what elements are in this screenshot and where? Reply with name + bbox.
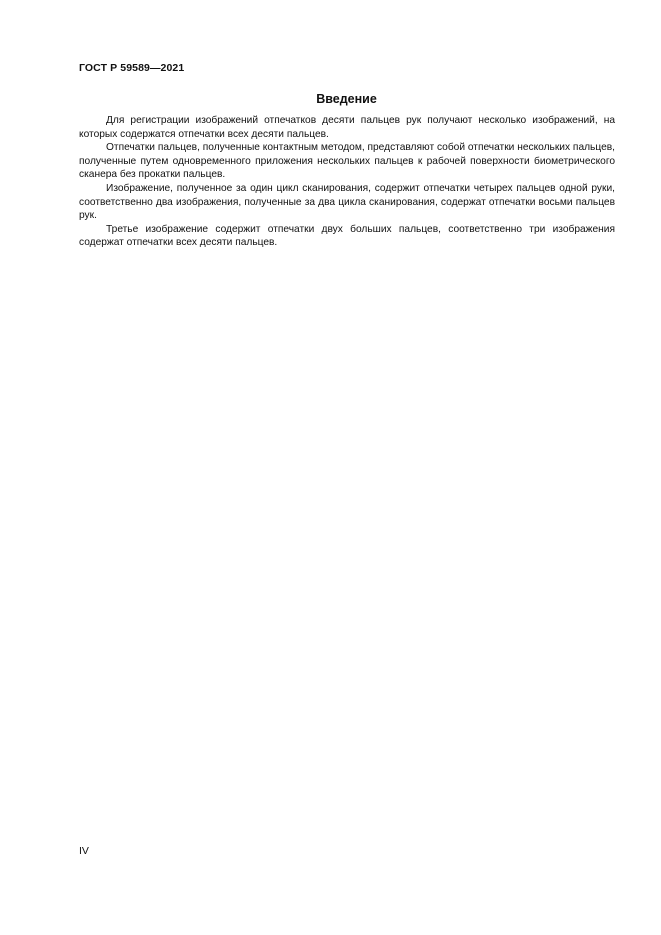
paragraph: Изображение, полученное за один цикл сканирования, содержит отпечатки четырех пальцев одной руки, соответственно два изображения, полученные за два цикла сканирования, содержат отпечатки восьми пальцев рук. xyxy=(79,182,615,222)
page-number: IV xyxy=(79,845,89,857)
document-header-standard-id: ГОСТ Р 59589—2021 xyxy=(79,62,185,74)
paragraph: Отпечатки пальцев, полученные контактным методом, представляют собой отпечатки нескольких пальцев, полученные путем одновременного приложения нескольких пальцев к рабочей поверхности биометрического сканера без прокатки пальцев. xyxy=(79,142,615,181)
paragraph: Для регистрации изображений отпечатков десяти пальцев рук получают несколько изображений, на которых содержатся отпечатки всех десяти пальцев. xyxy=(79,115,615,140)
paragraph: Третье изображение содержит отпечатки двух больших пальцев, соответственно три изображения содержат отпечатки всех десяти пальцев. xyxy=(79,223,615,249)
introduction-body xyxy=(79,114,615,250)
section-title: Введение xyxy=(316,92,377,106)
